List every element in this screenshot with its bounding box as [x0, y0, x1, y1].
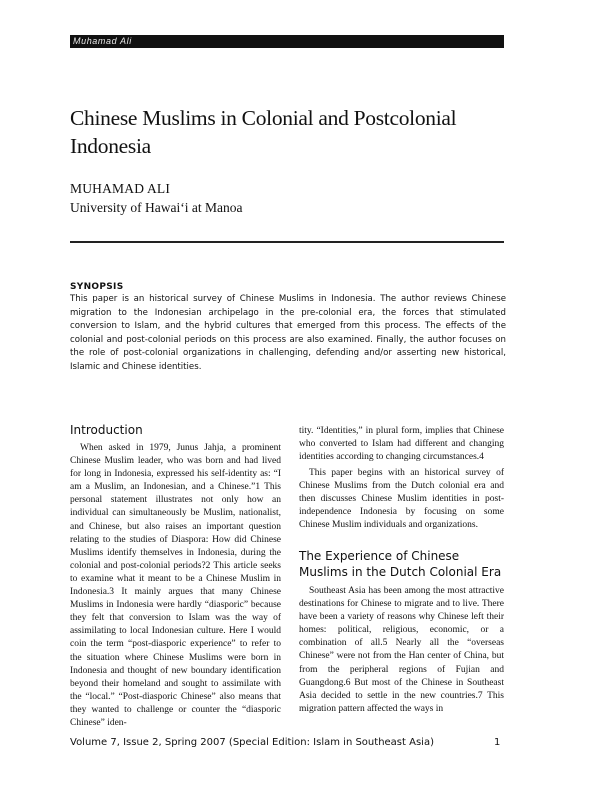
body-paragraph-migration: Southeast Asia has been among the most attractive destinations for Chinese to migrate and to live. There have been a variety of reasons why Chinese left their homes: political, religious, economic, or a combination of all.5 Nearly all the “overseas Chinese” were not from the Han center of China, but from the peripheral regions of Fujian and Guangdong.6 But most of the Chinese in Southeast Asia decided to settle in the new countries.7 This migration pattern affected the ways in [299, 586, 504, 714]
author-affiliation: University of Hawai‘i at Manoa [70, 200, 243, 215]
section-heading-dutch-colonial: The Experience of Chinese Muslims in the Dutch Colonial Era [299, 549, 502, 579]
author-name: MUHAMAD ALI [70, 181, 171, 196]
section-heading-introduction: Introduction [70, 423, 143, 437]
body-paragraph-identities: tity. “Identities,” in plural form, implies that Chinese who converted to Islam had different and changing identities according to changing circumstances.4 [299, 426, 504, 463]
running-header-bar [70, 35, 504, 48]
article-title: Chinese Muslims in Colonial and Postcolonial Indonesia [70, 106, 457, 158]
body-paragraph-overview: This paper begins with an historical survey of Chinese Muslims from the Dutch colonial era and then discusses Chinese Muslim identities in post-independence Indonesia by focusing on some Chinese Muslim individuals and organizations. [299, 468, 504, 531]
synopsis-heading: SYNOPSIS [70, 282, 124, 292]
footer-journal-citation: Volume 7, Issue 2, Spring 2007 (Special Edition: Islam in Southeast Asia) [70, 737, 434, 748]
page-number: 1 [494, 737, 501, 748]
title-divider [70, 241, 504, 243]
synopsis-text: This paper is an historical survey of Chinese Muslims in Indonesia. The author reviews Chinese migration to the Indonesian archipelago in the pre-colonial era, the forces that stimulated conversion to Islam, and the hybrid cultures that emerged from this process. The effects of the colonial and post-colonial periods on this process are also examined. Finally, the author focuses on the role of post-colonial organizations in challenging, defending and/or asserting new historical, Islamic and Chinese identities. [70, 294, 506, 372]
running-header-author: Muhamad Ali [73, 36, 132, 46]
body-paragraph-intro: When asked in 1979, Junus Jahja, a prominent Chinese Muslim leader, who was born and had lived for long in Indonesia, expressed his self-identity as: “I am a Muslim, an Indonesian, and a Chinese.”1 This personal statement illustrates not only how an individual can simultaneously be Muslim, nationalist, and Chinese, but also raises an important question relating to the studies of Diaspora: How did Chinese Muslims identify themselves in Indonesia, during the colonial and post-colonial periods?2 This article seeks to examine what it meant to be a Chinese Muslim in Indonesia.3 It mainly argues that many Chinese Muslims in Indonesia were hardly “diasporic” because they felt that conversion to Islam was the way of assimilating to local Indonesian culture. Here I would coin the term “post-diasporic experience” to refer to the situation where Chinese Muslims were born in Indonesia and thought of new boundary identification beyond their homeland and sought to assimilate with the “local.” “Post-diasporic Chinese” also means that they wanted to challenge or counter the “diasporic Chinese” iden- [70, 443, 281, 728]
